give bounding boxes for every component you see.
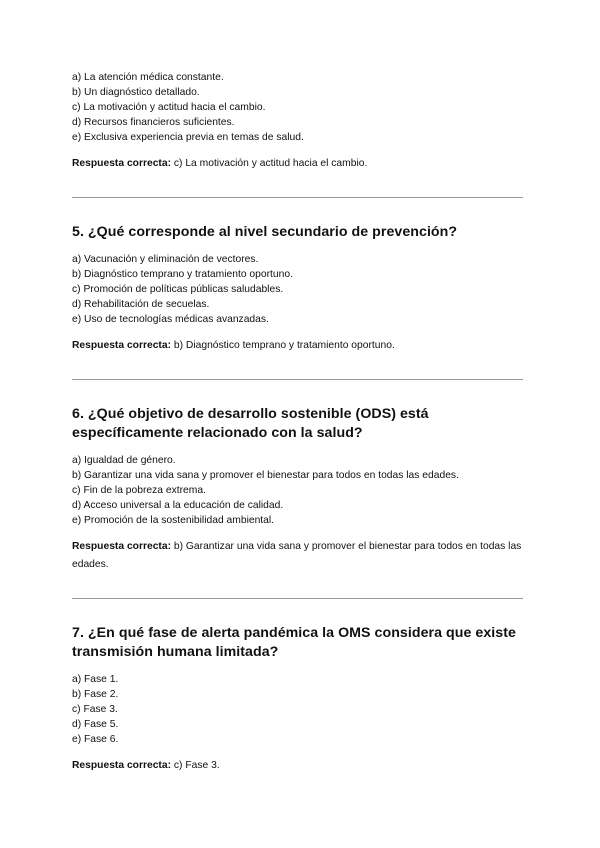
correct-answer xyxy=(72,538,528,574)
answer-text: b) Garantizar una vida sana y promover el bienestar para todos en todas las edades. xyxy=(72,541,522,570)
correct-answer xyxy=(72,757,528,775)
answer-label: Respuesta correcta: xyxy=(72,541,172,552)
option-c: c) Fin de la pobreza extrema. xyxy=(72,485,206,496)
option-c: c) Promoción de políticas públicas saludables. xyxy=(72,284,284,295)
option-b: b) Fase 2. xyxy=(72,689,119,700)
options-list xyxy=(72,252,528,327)
answer-label: Respuesta correcta: xyxy=(72,760,172,771)
options-list xyxy=(72,672,528,747)
option-d: d) Rehabilitación de secuelas. xyxy=(72,299,210,310)
question-4-tail xyxy=(72,70,528,173)
answer-text: c) Fase 3. xyxy=(173,760,220,771)
answer-text: b) Diagnóstico temprano y tratamiento oportuno. xyxy=(173,340,395,351)
option-b: b) Garantizar una vida sana y promover el bienestar para todos en todas las edades. xyxy=(72,470,459,481)
options-list xyxy=(72,70,528,145)
option-b: b) Diagnóstico temprano y tratamiento oportuno. xyxy=(72,269,293,280)
question-title: 7. ¿En qué fase de alerta pandémica la OMS considera que existe transmisión humana limitada? xyxy=(72,625,516,660)
divider xyxy=(72,197,523,198)
answer-label: Respuesta correcta: xyxy=(72,340,172,351)
correct-answer xyxy=(72,337,528,355)
question-title: 6. ¿Qué objetivo de desarrollo sostenible (ODS) está específicamente relacionado con la salud? xyxy=(72,406,429,441)
option-d: d) Fase 5. xyxy=(72,719,119,730)
option-b: b) Un diagnóstico detallado. xyxy=(72,87,200,98)
question-7 xyxy=(72,624,528,775)
option-c: c) Fase 3. xyxy=(72,704,118,715)
option-e: e) Uso de tecnologías médicas avanzadas. xyxy=(72,314,269,325)
options-list xyxy=(72,453,528,528)
option-e: e) Fase 6. xyxy=(72,734,119,745)
option-a: a) Igualdad de género. xyxy=(72,455,176,466)
option-a: a) Fase 1. xyxy=(72,674,119,685)
answer-label: Respuesta correcta: xyxy=(72,158,172,169)
option-a: a) La atención médica constante. xyxy=(72,72,224,83)
question-5 xyxy=(72,223,528,355)
option-e: e) Exclusiva experiencia previa en temas de salud. xyxy=(72,132,304,143)
option-d: d) Recursos financieros suficientes. xyxy=(72,117,235,128)
option-e: e) Promoción de la sostenibilidad ambiental. xyxy=(72,515,275,526)
option-c: c) La motivación y actitud hacia el cambio. xyxy=(72,102,266,113)
correct-answer xyxy=(72,155,528,173)
option-d: d) Acceso universal a la educación de calidad. xyxy=(72,500,284,511)
option-a: a) Vacunación y eliminación de vectores. xyxy=(72,254,259,265)
divider xyxy=(72,598,523,599)
answer-text: c) La motivación y actitud hacia el cambio. xyxy=(173,158,368,169)
question-6 xyxy=(72,405,528,574)
divider xyxy=(72,379,523,380)
question-title: 5. ¿Qué corresponde al nivel secundario de prevención? xyxy=(72,224,458,240)
